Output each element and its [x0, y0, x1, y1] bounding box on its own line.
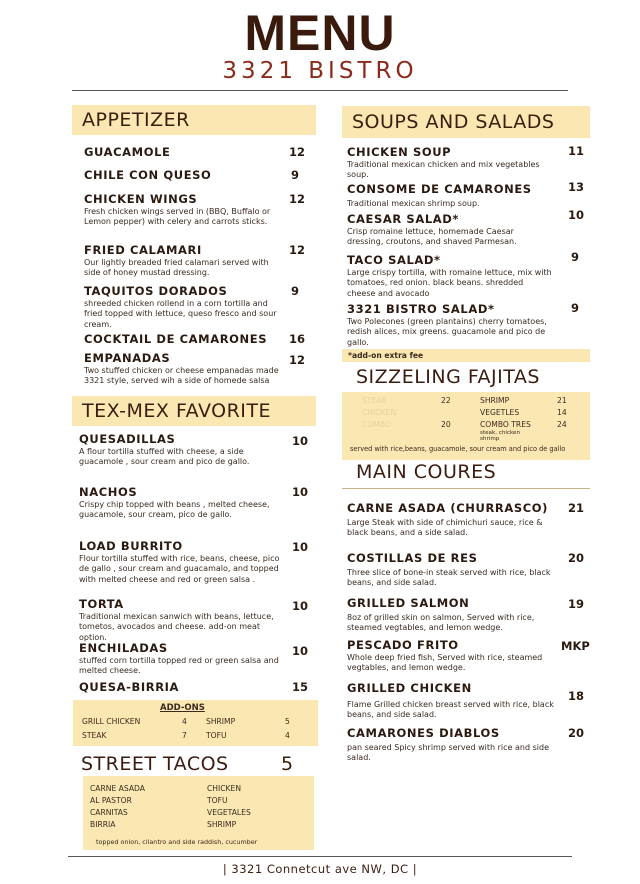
fajita-name: STEAK — [362, 396, 387, 405]
menu-item — [347, 182, 557, 209]
taco-filling: BIRRIA — [90, 820, 116, 829]
item-description: Large crispy tortilla, with romaine lettuce, mix with tomatoes, red onion. black beans. shredded cheese and avocado — [347, 268, 552, 298]
taco-filling: SHRIMP — [207, 820, 237, 829]
item-description: Fresh chicken wings served in (BBQ, Buffalo or Lemon pepper) with celery and carrots sticks. — [84, 207, 271, 227]
item-name: QUESADILLAS — [79, 432, 176, 446]
footer-address: | 3321 Connetcut ave NW, DC | — [222, 862, 418, 876]
item-name: PESCADO FRITO — [347, 638, 459, 652]
item-name: CARNE ASADA (CHURRASCO) — [347, 501, 549, 515]
item-name: NACHOS — [79, 485, 138, 499]
addon-name: GRILL CHICKEN — [82, 717, 141, 726]
fajitas-header: SIZZELING FAJITAS — [356, 366, 540, 388]
item-name: EMPANADAS — [84, 351, 171, 365]
menu-item — [347, 253, 552, 299]
menu-item — [347, 302, 552, 348]
item-name: FRIED CALAMARI — [84, 243, 202, 257]
menu-item — [79, 432, 289, 468]
item-price: 19 — [568, 597, 585, 611]
item-price: MKP — [561, 639, 590, 653]
texmex-header: TEX-MEX FAVORITE — [72, 396, 316, 426]
fajita-name: VEGETLES — [480, 408, 520, 417]
main-courses-header: MAIN COURES — [356, 461, 497, 483]
menu-item — [79, 597, 289, 643]
item-description: 8oz of grilled skin on salmon, Served with rice, steamed vegtables, and lemon wedge. — [347, 613, 535, 633]
menu-item — [79, 539, 289, 585]
item-name: CONSOME DE CAMARONES — [347, 182, 532, 196]
item-description: Crispy chip topped with beans , melted cheese, guacamole, sour cream, pico de gallo. — [79, 500, 270, 520]
item-description: Our lightly breaded fried calamari served with side of honey mustad dressing. — [84, 258, 269, 278]
taco-filling: VEGETALES — [207, 808, 251, 817]
menu-item — [79, 680, 289, 694]
item-description: Traditional mexican chicken and mix vegetables soup. — [347, 160, 540, 180]
item-name: GRILLED CHICKEN — [347, 681, 472, 695]
menu-item — [84, 243, 284, 279]
fajita-price: 14 — [557, 408, 567, 417]
fajita-price: 20 — [441, 420, 451, 429]
item-price: 10 — [292, 644, 309, 658]
item-name: CAESAR SALAD* — [347, 212, 460, 226]
menu-item — [84, 192, 284, 228]
item-description: Two Polecones (green plantains) cherry tomatoes, redish alices, mix greens. guacamole and pico de gallo. — [347, 317, 547, 347]
item-price: 20 — [568, 551, 585, 565]
addon-note: *add-on extra fee — [348, 351, 424, 360]
item-name: TACO SALAD* — [347, 253, 441, 267]
fajita-name: CHICKEN — [362, 408, 397, 417]
menu-item — [347, 726, 562, 764]
taco-filling: AL PASTOR — [90, 796, 132, 805]
item-price: 10 — [292, 540, 309, 554]
item-description: Flame Grilled chicken breast served with rice, black beans, and side salad. — [347, 700, 554, 720]
addon-price: 4 — [285, 731, 290, 740]
footer-divider — [68, 856, 572, 857]
item-price: 9 — [571, 250, 580, 264]
menu-item — [79, 641, 289, 677]
item-name: TORTA — [79, 597, 124, 611]
restaurant-name: 3321 BISTRO — [222, 58, 418, 84]
item-price: 11 — [568, 144, 585, 158]
taco-filling: CARNE ASADA — [90, 784, 145, 793]
item-description: Three slice of bone-in steak served with rice, black beans, and side salad. — [347, 568, 551, 588]
menu-item — [347, 501, 562, 539]
item-description: A flour tortilla stuffed with cheese, a side guacamole , sour cream and pico de gallo. — [79, 447, 250, 467]
item-name: GUACAMOLE — [84, 145, 171, 159]
menu-item — [347, 638, 557, 674]
item-price: 10 — [292, 599, 309, 613]
menu-item — [347, 551, 562, 589]
fajita-name: SHRIMP — [480, 396, 510, 405]
fajita-price: 21 — [557, 396, 567, 405]
menu-item — [347, 212, 547, 248]
addon-name: SHRIMP — [206, 717, 236, 726]
item-name: LOAD BURRITO — [79, 539, 183, 553]
addon-name: TOFU — [206, 731, 227, 740]
item-price: 20 — [568, 726, 585, 740]
taco-filling: CARNITAS — [90, 808, 128, 817]
item-price: 15 — [292, 680, 309, 694]
header-divider — [72, 90, 568, 91]
item-name: TAQUITOS DORADOS — [84, 284, 228, 298]
item-name: CHICKEN SOUP — [347, 145, 452, 159]
item-name: ENCHILADAS — [79, 641, 168, 655]
fajita-price: 24 — [557, 420, 567, 429]
item-description: Flour tortilla stuffed with rice, beans, cheese, pico de gallo , sour cream and guacamalo, and topped with melted cheese and red or green salsa . — [79, 554, 280, 584]
addon-price: 7 — [182, 731, 187, 740]
item-price: 10 — [568, 208, 585, 222]
item-description: Traditional mexican shrimp soup. — [347, 199, 480, 208]
menu-item — [347, 145, 547, 181]
item-price: 18 — [568, 689, 585, 703]
menu-item — [84, 168, 284, 182]
item-name: COSTILLAS DE RES — [347, 551, 478, 565]
item-price: 12 — [289, 353, 306, 367]
item-price: 9 — [291, 168, 300, 182]
menu-item — [84, 284, 284, 330]
item-price: 21 — [568, 501, 585, 515]
menu-item — [84, 332, 284, 346]
item-description: shreeded chicken rollend in a corn tortilla and fried topped with lettuce, queso fresco and sour cream. — [84, 299, 277, 329]
addon-price: 5 — [285, 717, 290, 726]
item-price: 10 — [292, 485, 309, 499]
item-name: CHICKEN WINGS — [84, 192, 198, 206]
item-price: 9 — [291, 284, 300, 298]
item-price: 12 — [289, 243, 306, 257]
fajita-price: 22 — [441, 396, 451, 405]
item-description: Traditional mexican sanwich with beans, lettuce, tometos, avocados and cheese. add-on meat option. — [79, 612, 274, 642]
item-name: QUESA-BIRRIA — [79, 680, 180, 694]
item-price: 16 — [289, 332, 306, 346]
item-description: pan seared Spicy shrimp served with rice and side salad. — [347, 743, 549, 763]
fajita-name: COMBO TRES — [480, 420, 531, 429]
taco-filling: TOFU — [207, 796, 228, 805]
fajita-name: COMBO — [362, 420, 391, 429]
menu-title: MENU — [244, 5, 396, 61]
addon-name: STEAK — [82, 731, 107, 740]
item-name: GRILLED SALMON — [347, 596, 470, 610]
item-price: 10 — [292, 434, 309, 448]
fajitas-served-note: served with rice,beans, guacamole, sour cream and pico de gallo — [350, 445, 566, 453]
menu-item — [84, 351, 284, 387]
item-price: 9 — [571, 301, 580, 315]
item-name: 3321 BISTRO SALAD* — [347, 302, 495, 316]
main-divider — [342, 488, 590, 489]
menu-item — [79, 485, 289, 521]
street-tacos-price: 5 — [281, 753, 294, 775]
item-name: CHILE CON QUESO — [84, 168, 212, 182]
addons-title: ADD-ONS — [160, 703, 205, 713]
item-description: Large Steak with side of chimichuri sauce, rice & black beans, and a side salad. — [347, 518, 543, 538]
menu-item — [347, 681, 562, 721]
addon-price: 4 — [182, 717, 187, 726]
menu-item — [84, 145, 284, 159]
item-description: Whole deep fried fish, Served with rice, steamed vegtables, and lemon wedge. — [347, 653, 543, 673]
appetizer-header: APPETIZER — [72, 105, 316, 135]
combo-note: steak, chicken shrimp — [480, 430, 521, 442]
item-price: 12 — [289, 192, 306, 206]
item-price: 13 — [568, 180, 585, 194]
item-description: Two stuffed chicken or cheese empanadas made 3321 style, served wih a side of homede salsa — [84, 366, 279, 386]
item-description: stuffed corn tortilla topped red or green salsa and melted cheese. — [79, 656, 279, 676]
item-description: Crisp romaine lettuce, homemade Caesar dressing, croutons, and shaved Parmesan. — [347, 227, 517, 247]
item-price: 12 — [289, 145, 306, 159]
item-name: CAMARONES DIABLOS — [347, 726, 500, 740]
soups-header: SOUPS AND SALADS — [342, 106, 590, 138]
tacos-note: topped onion, cilantro and side raddish, cucumber — [96, 838, 258, 846]
street-tacos-header: STREET TACOS — [81, 753, 229, 775]
item-name: COCKTAIL DE CAMARONES — [84, 332, 268, 346]
menu-item — [347, 596, 562, 634]
taco-filling: CHICKEN — [207, 784, 242, 793]
